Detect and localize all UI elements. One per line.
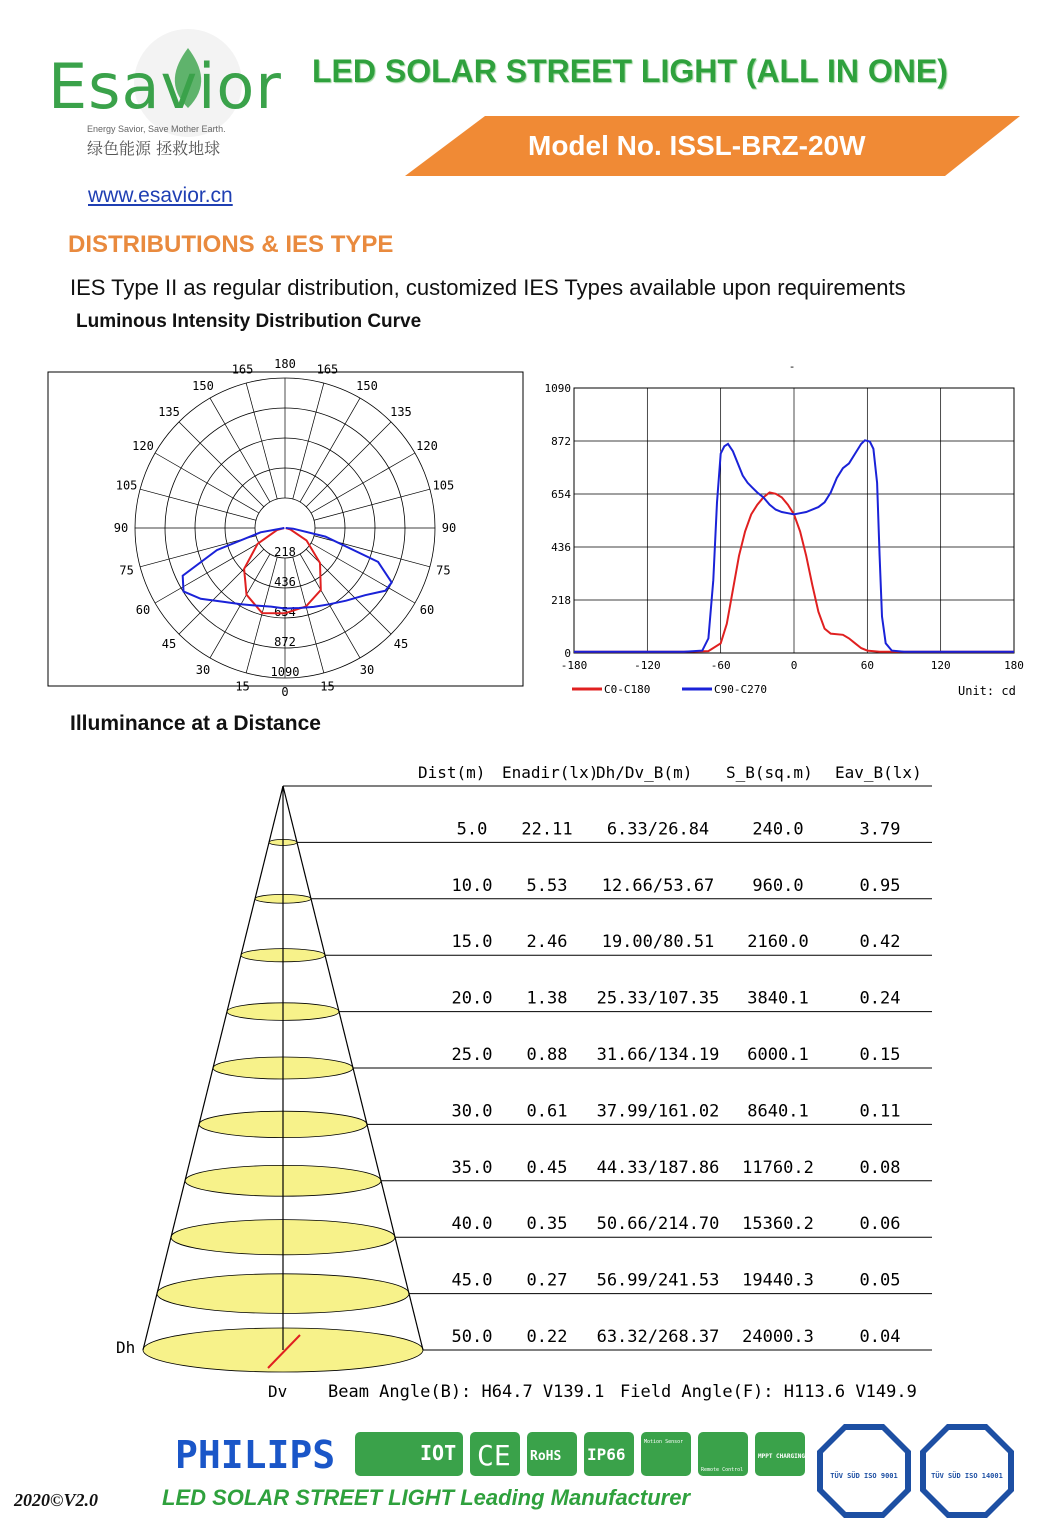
- iot-badge: [355, 1432, 463, 1476]
- y-tick-label: 1090: [544, 382, 571, 395]
- rohs-label: RoHS: [530, 1449, 562, 1464]
- table-cell: 22.11: [521, 819, 573, 840]
- polar-angle-label: 135: [158, 405, 180, 420]
- table-cell: 20.0: [451, 988, 493, 1009]
- tuv-iso9001-badge: [815, 1422, 913, 1520]
- table-cell: 8640.1: [747, 1101, 809, 1122]
- table-cell: 5.0: [456, 819, 488, 840]
- polar-angle-label: 105: [432, 478, 455, 493]
- logo-chinese-tagline: 绿色能源 拯救地球: [87, 139, 221, 158]
- remote-control-badge: [698, 1432, 748, 1476]
- table-cell: 15360.2: [742, 1214, 814, 1235]
- ce-badge: [470, 1432, 520, 1476]
- table-cell: 19440.3: [742, 1270, 814, 1291]
- beam-angle: Beam Angle(B): H64.7 V139.1: [328, 1382, 605, 1402]
- polar-angle-label: 45: [393, 636, 409, 651]
- tuv2-label: TÜV SÜD ISO 14001: [931, 1472, 1003, 1480]
- table-cell: 0.11: [859, 1101, 901, 1122]
- luminous-curve-title: Luminous Intensity Distribution Curve: [76, 311, 422, 332]
- x-tick-label: -180: [560, 659, 588, 672]
- table-cell: 19.00/80.51: [601, 932, 715, 953]
- table-cell: 0.35: [526, 1214, 568, 1235]
- tuv-iso14001-badge: [918, 1422, 1016, 1520]
- table-cell: 0.05: [859, 1270, 901, 1291]
- polar-angle-label: 45: [161, 636, 177, 651]
- polar-distribution-chart: [47, 350, 525, 705]
- ip66-label: IP66: [587, 1445, 626, 1464]
- x-tick-label: 180: [1004, 659, 1024, 672]
- table-cell: 2160.0: [747, 932, 809, 953]
- polar-angle-label: 150: [192, 378, 214, 393]
- dv-label: Dv: [268, 1382, 288, 1401]
- document-title: LED SOLAR STREET LIGHT (ALL IN ONE): [312, 53, 948, 89]
- polar-angle-label: 60: [419, 603, 435, 617]
- table-cell: 12.66/53.67: [601, 875, 715, 896]
- certification-strip: [170, 1426, 810, 1481]
- x-tick-label: 0: [790, 659, 798, 672]
- tuv1-label: TÜV SÜD ISO 9001: [830, 1472, 898, 1480]
- polar-angle-label: 150: [356, 378, 378, 393]
- table-cell: 44.33/187.86: [596, 1157, 720, 1178]
- table-cell: 0.88: [526, 1045, 568, 1065]
- table-cell: 0.04: [859, 1327, 901, 1347]
- polar-angle-label: 15: [235, 679, 250, 694]
- iot-label: IOT: [420, 1441, 457, 1465]
- table-cell: 11760.2: [742, 1157, 814, 1178]
- x-tick-label: 120: [930, 659, 951, 672]
- table-cell: 40.0: [451, 1214, 493, 1235]
- mppt-label: MPPT CHARGING: [758, 1453, 805, 1460]
- polar-angle-label: 75: [436, 563, 451, 578]
- table-cell: 25.33/107.35: [596, 988, 720, 1009]
- table-cell: 30.0: [451, 1101, 493, 1122]
- legend-blue-label: C90-C270: [714, 683, 767, 696]
- y-tick-label: 872: [551, 435, 571, 448]
- table-cell: 37.99/161.02: [596, 1101, 720, 1122]
- table-cell: 960.0: [752, 875, 804, 896]
- footer-tagline: LED SOLAR STREET LIGHT Leading Manufacturer: [162, 1485, 691, 1510]
- y-tick-label: 218: [551, 594, 571, 607]
- polar-angle-label: 15: [320, 679, 335, 694]
- unit-label: Unit: cd: [958, 684, 1016, 698]
- polar-angle-label: 90: [113, 521, 129, 535]
- table-cell: 6.33/26.84: [606, 819, 710, 840]
- mppt-badge: [755, 1432, 805, 1476]
- polar-angle-label: 165: [316, 362, 339, 377]
- y-tick-label: 436: [551, 541, 571, 554]
- rohs-badge: [527, 1432, 577, 1476]
- legend-red-label: C0-C180: [604, 683, 651, 696]
- website-link[interactable]: www.esavior.cn: [88, 184, 233, 207]
- x-tick-label: -120: [634, 659, 661, 672]
- motion-sensor-label: Motion Sensor: [644, 1439, 684, 1445]
- polar-angle-label: 120: [416, 439, 438, 453]
- polar-angle-label: 165: [231, 362, 254, 377]
- polar-angle-label: 30: [359, 663, 375, 678]
- philips-brand: PHILIPS: [175, 1433, 336, 1477]
- polar-radial-label: 872: [274, 635, 296, 649]
- table-cell: 10.0: [451, 875, 493, 896]
- illuminance-cone-table: [100, 760, 940, 1410]
- polar-angle-label: 180: [274, 357, 296, 371]
- remote-control-label: Remote Control: [701, 1467, 744, 1473]
- table-cell: 0.61: [526, 1101, 568, 1122]
- model-number: Model No. ISSL-BRZ-20W: [528, 130, 866, 161]
- table-cell: 240.0: [752, 819, 804, 840]
- x-tick-label: -60: [710, 659, 731, 672]
- table-header: S_B(sq.m): [726, 763, 813, 782]
- table-cell: 56.99/241.53: [596, 1270, 720, 1291]
- table-cell: 15.0: [451, 932, 493, 953]
- polar-angle-label: 75: [119, 563, 134, 578]
- table-cell: 0.45: [526, 1157, 568, 1178]
- table-cell: 31.66/134.19: [596, 1045, 720, 1065]
- table-cell: 3.79: [859, 819, 901, 840]
- table-cell: 6000.1: [747, 1045, 809, 1065]
- table-cell: 2.46: [526, 932, 568, 953]
- polar-angle-label: 105: [115, 478, 138, 493]
- table-cell: 3840.1: [747, 988, 809, 1009]
- logo-tagline: Energy Savior, Save Mother Earth.: [87, 124, 226, 134]
- table-cell: 24000.3: [742, 1327, 814, 1347]
- table-header: Dist(m): [418, 763, 486, 782]
- table-cell: 0.24: [859, 988, 901, 1009]
- table-cell: 0.08: [859, 1157, 901, 1178]
- table-cell: 45.0: [451, 1270, 493, 1291]
- polar-radial-label: 218: [274, 545, 296, 559]
- ce-label: CE: [477, 1439, 511, 1472]
- table-cell: 1.38: [526, 988, 568, 1009]
- illuminance-title: Illuminance at a Distance: [70, 712, 321, 735]
- section-heading: DISTRIBUTIONS & IES TYPE: [68, 231, 394, 258]
- footer-version: 2020©V2.0: [14, 1490, 98, 1510]
- table-cell: 0.06: [859, 1214, 901, 1235]
- table-cell: 50.66/214.70: [596, 1214, 720, 1235]
- table-cell: 63.32/268.37: [596, 1327, 720, 1347]
- ip66-badge: [584, 1432, 634, 1476]
- table-cell: 50.0: [451, 1327, 493, 1347]
- polar-angle-label: 0: [281, 685, 289, 699]
- polar-angle-label: 60: [135, 603, 151, 617]
- logo-wordmark: Esavior: [48, 50, 282, 123]
- x-tick-label: 60: [860, 659, 874, 672]
- ies-description: IES Type II as regular distribution, customized IES Types available upon requirements: [70, 275, 906, 300]
- polar-angle-label: 120: [132, 439, 154, 453]
- y-tick-label: 654: [551, 488, 571, 501]
- polar-angle-label: 30: [195, 663, 211, 678]
- table-header: Dh/Dv_B(m): [596, 763, 693, 782]
- dh-label: Dh: [116, 1338, 136, 1357]
- polar-angle-label: 135: [390, 405, 412, 420]
- cartesian-distribution-chart: [530, 360, 1030, 705]
- field-angle: Field Angle(F): H113.6 V149.9: [620, 1382, 917, 1402]
- chart-title: -: [788, 360, 796, 373]
- polar-radial-label: 1090: [270, 665, 300, 679]
- motion-sensor-badge: [641, 1432, 691, 1476]
- table-cell: 5.53: [526, 875, 568, 896]
- table-header: Enadir(lx): [502, 763, 599, 782]
- table-cell: 0.42: [859, 932, 901, 953]
- polar-radial-label: 436: [274, 575, 296, 589]
- table-cell: 35.0: [451, 1157, 493, 1178]
- table-cell: 0.22: [526, 1327, 568, 1347]
- y-tick-label: 0: [564, 647, 571, 660]
- table-cell: 0.27: [526, 1270, 568, 1291]
- table-cell: 0.95: [859, 875, 901, 896]
- table-cell: 0.15: [859, 1045, 901, 1065]
- table-header: Eav_B(lx): [835, 763, 922, 782]
- polar-radial-label: 654: [274, 605, 296, 619]
- table-cell: 25.0: [451, 1045, 493, 1065]
- polar-angle-label: 90: [441, 521, 457, 535]
